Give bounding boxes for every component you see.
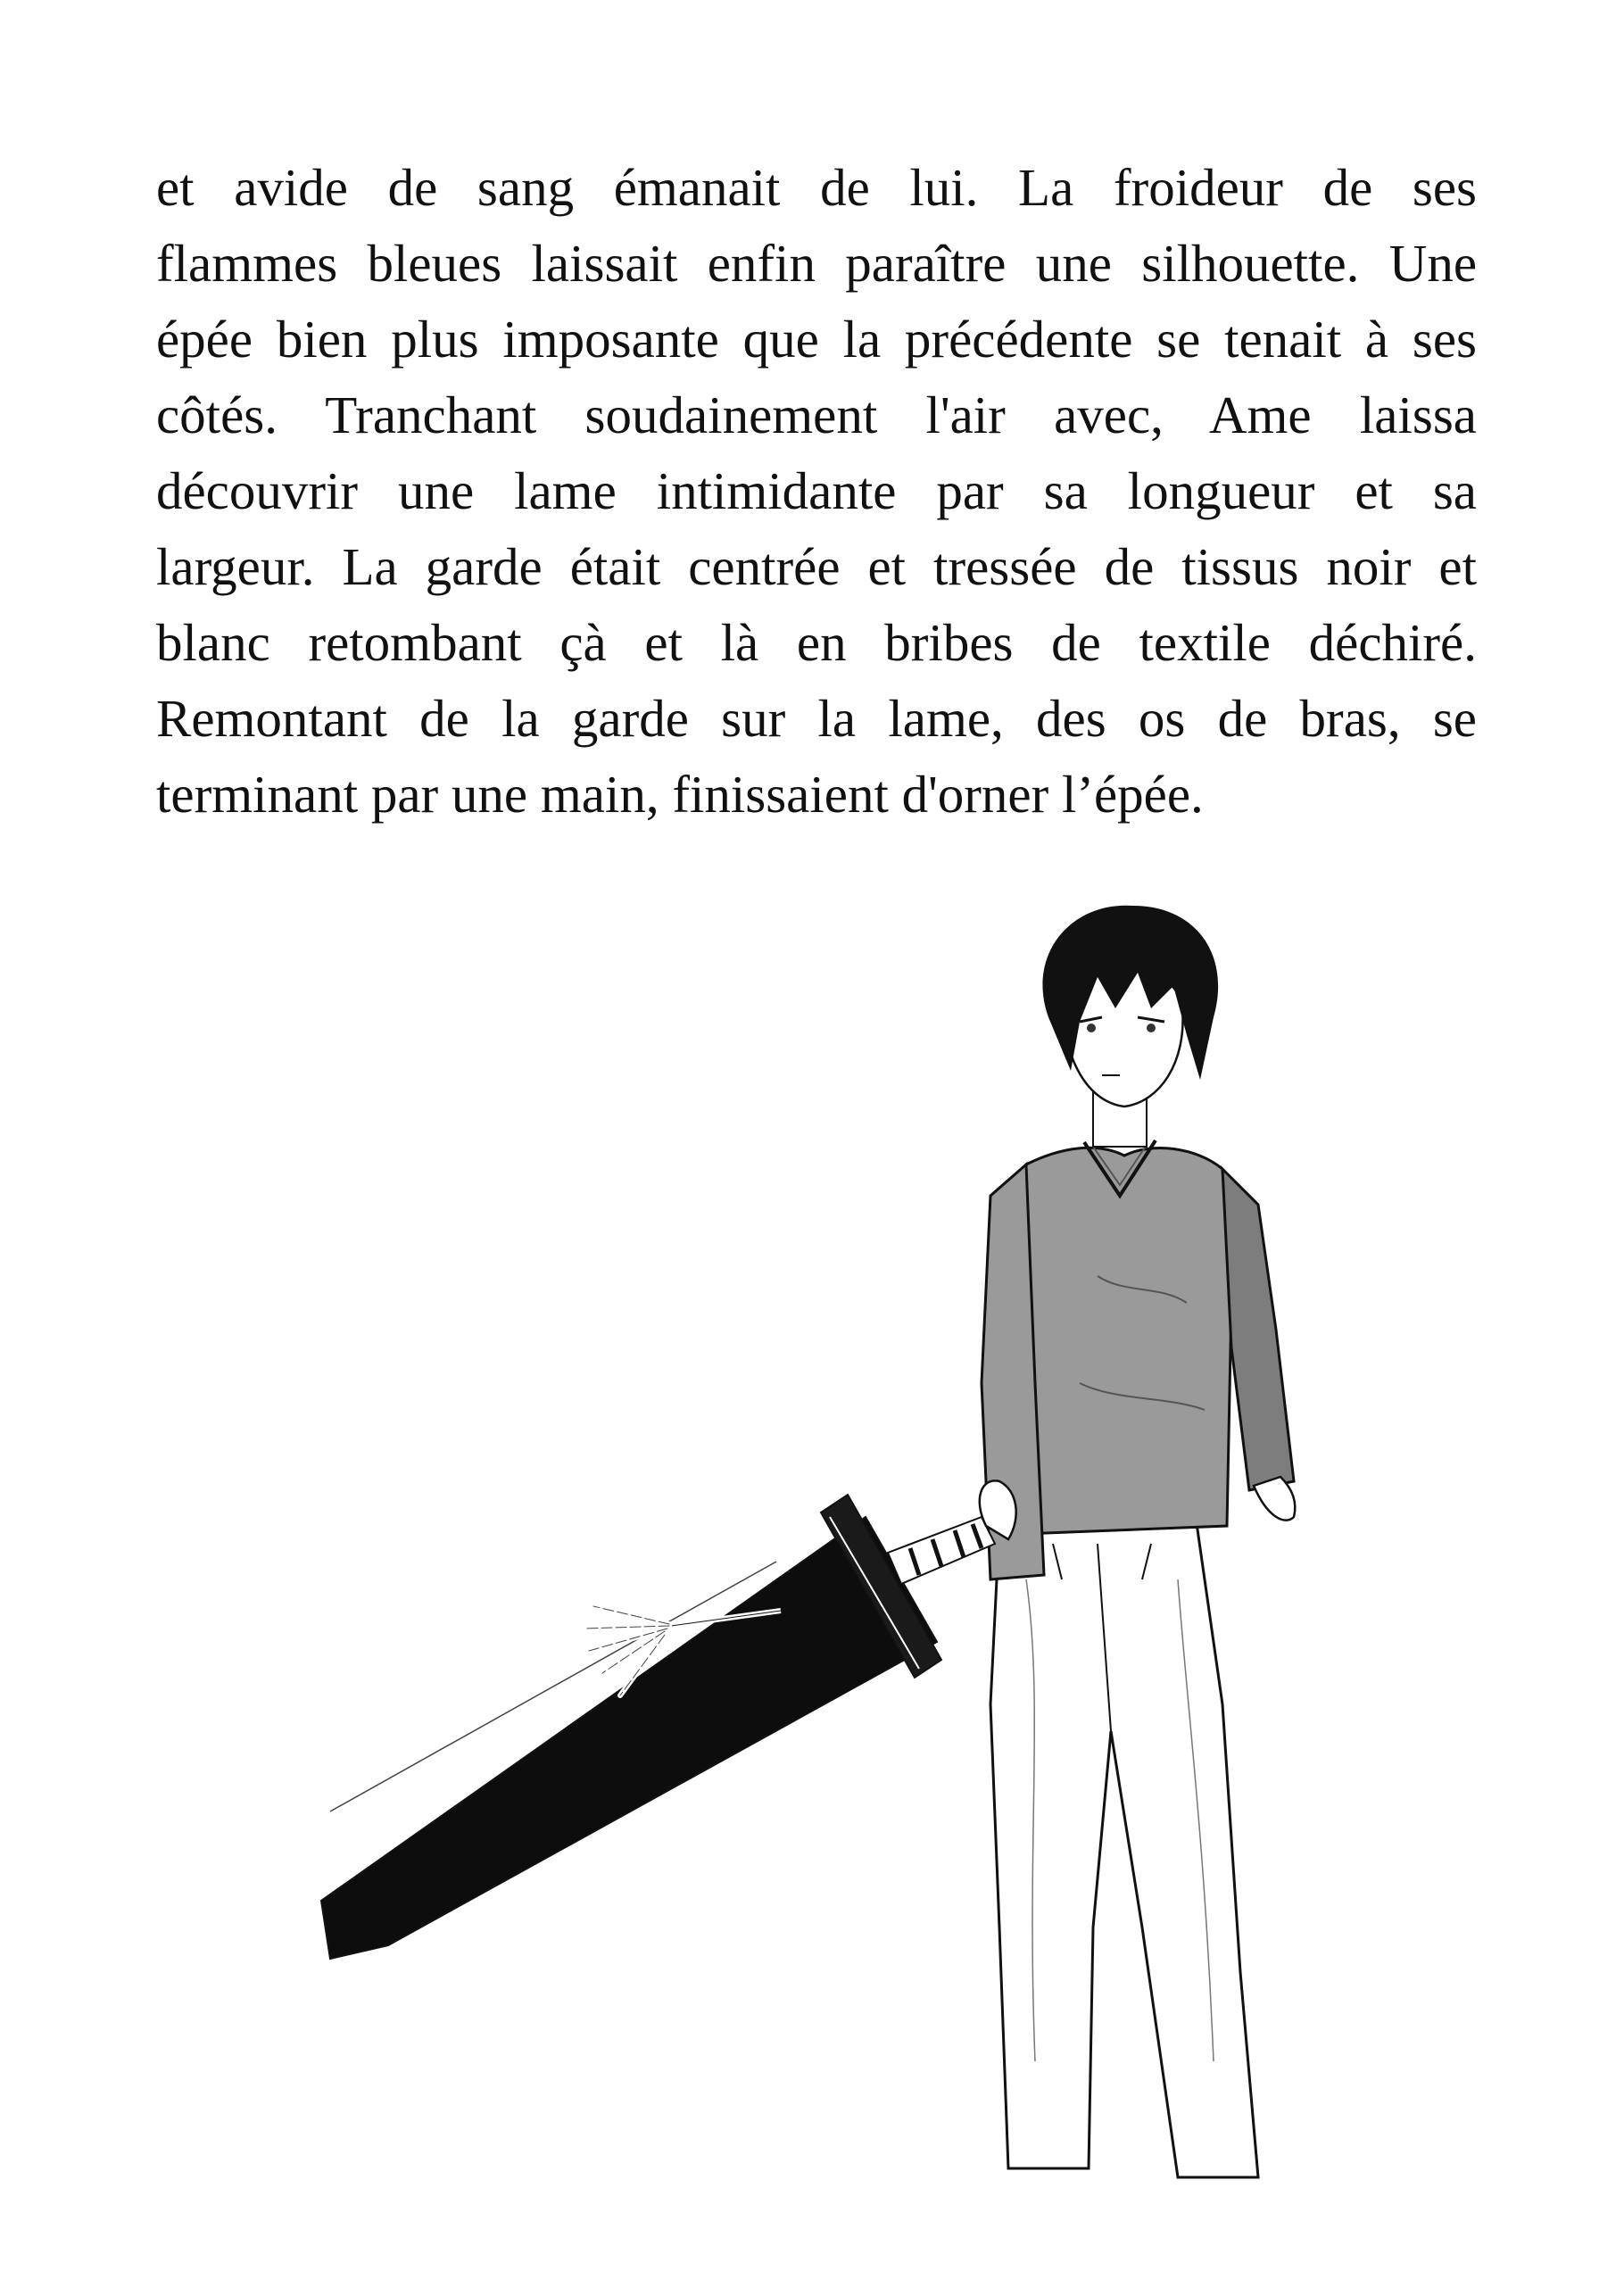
story-paragraph [156, 150, 1477, 833]
sword-blade [321, 1517, 937, 1959]
character-shirt [982, 1140, 1294, 1579]
paragraph-line: terminant par une main, finissaient d'orner l’épée. [156, 765, 1204, 824]
sword-handle [888, 1517, 995, 1584]
paragraph-line: flammes bleues laissait enfin paraître une silhouette. Une [156, 234, 1477, 293]
paragraph-line: et avide de sang émanait de lui. La froideur de ses [156, 158, 1477, 217]
character-illustration [294, 901, 1321, 2195]
paragraph-line: découvrir une lame intimidante par sa longueur et sa [156, 461, 1477, 520]
paragraph-line: blanc retombant çà et là en bribes de textile déchiré. [156, 613, 1477, 672]
paragraph-line: épée bien plus imposante que la précédente se tenait à ses [156, 310, 1477, 369]
paragraph-line: Remontant de la garde sur la lame, des os de bras, se [156, 689, 1477, 748]
paragraph-line: côtés. Tranchant soudainement l'air avec, Ame laissa [156, 385, 1477, 444]
greatsword [321, 1495, 995, 1959]
character-head [1042, 906, 1218, 1107]
paragraph-line: largeur. La garde était centrée et tressée de tissus noir et [156, 537, 1477, 596]
character-pants [990, 1517, 1258, 2177]
